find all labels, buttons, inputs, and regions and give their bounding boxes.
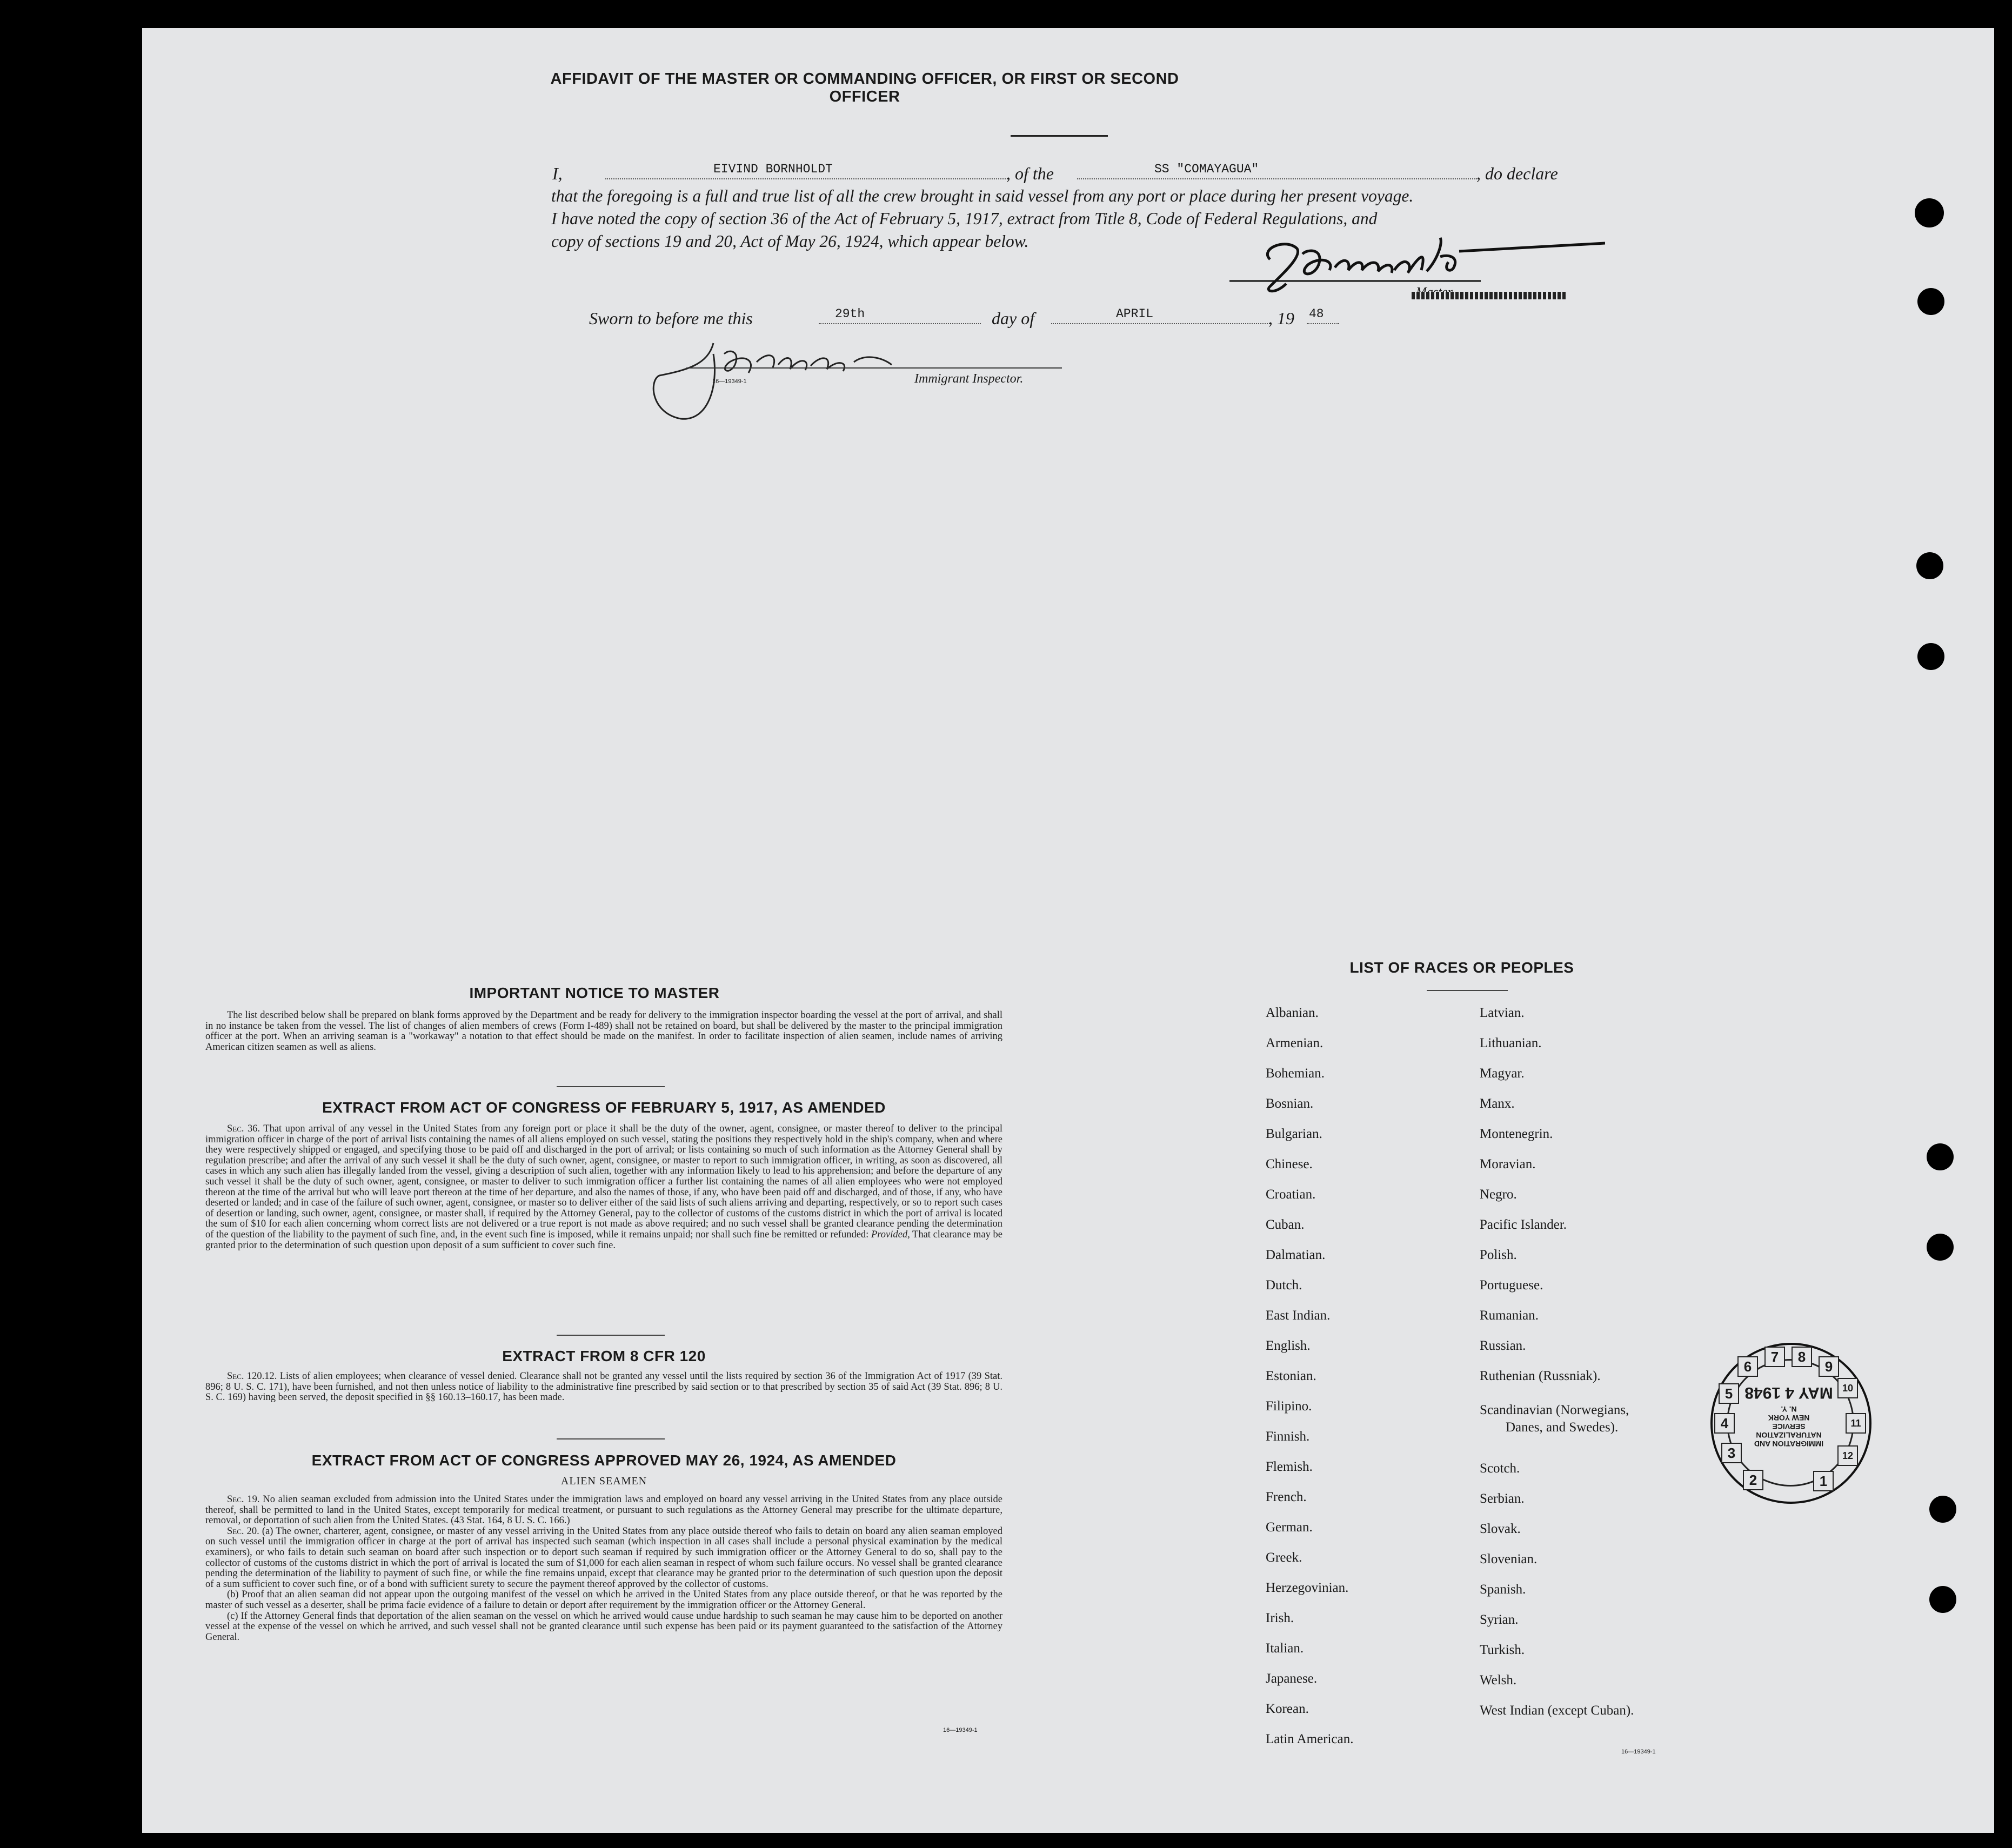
extract-cfr-title: EXTRACT FROM 8 CFR 120 [502, 1348, 706, 1364]
punch-hole [1917, 643, 1944, 670]
punch-hole [1929, 1496, 1956, 1523]
race-left: Filipino. [1266, 1399, 1312, 1414]
sec-19-label: Sec. 19. [227, 1494, 260, 1505]
race-right: Lithuanian. [1480, 1036, 1542, 1050]
sec-20a-body: (a) The owner, charterer, agent, consignee, or master of any vessel arriving in the United States from any place outside thereof who fails to detain on board any alien seaman employed on such vessel until the immigration officer in charge at the port of arrival has inspected such seaman (which inspection in all cases shall include a personal physical examination by the medical examiners), or who fails to detain such seaman on board after such inspection or to deport such seaman if required by such immigration officer or the Attorney General to do so, shall pay to the collector of customs of the customs district in which the port of arrival is located the sum of $1,000 for each alien seaman in respect of whom such failure occurs. No vessel shall be granted clearance pending the determination of the liability to payment of such fine, or while the fine remains unpaid, except that clearance may be granted prior to the determination of such question upon the deposit of a sum sufficient to cover such fine, or of a bond with sufficient surety to secure the payment thereof approved by the collector of customs. [205, 1525, 1003, 1590]
stamp-digit: 12 [1837, 1445, 1858, 1466]
extract-cfr-text [205, 1371, 1002, 1403]
race-right: Scandinavian (Norwegians, [1480, 1403, 1629, 1417]
divider [557, 1438, 665, 1439]
sworn-month-field [1051, 307, 1270, 324]
race-left: French. [1266, 1490, 1307, 1504]
sec-20b: (b) Proof that an alien seaman did not appear upon the outgoing manifest of the vessel on which he arrived in the United States from any place outside thereof, or that he was reported by the master of such vessel as a deserter, shall be prima facie evidence of a failure to detain or deport after requirement by the immigration officer or the Attorney General. [205, 1589, 1002, 1611]
race-left: Bosnian. [1266, 1096, 1314, 1111]
race-right: Manx. [1480, 1096, 1515, 1111]
extract-1917-title: EXTRACT FROM ACT OF CONGRESS OF FEBRUARY 5, 1917, AS AMENDED [322, 1099, 886, 1116]
race-left: English. [1266, 1338, 1311, 1353]
stamp-digit: 10 [1837, 1378, 1858, 1398]
sec-36-end: That clearance may be granted prior to the determination of such question upon deposit of a sum sufficient to cover such fine. [205, 1229, 1002, 1251]
notice-body: The list described below shall be prepared on blank forms approved by the Department and be ready for delivery to the immigration inspector boarding the vessel at the port of arrival, and shall in no instance be taken from the vessel. The list of changes of alien members of crews (Form I-489) shall not be retained on board, but shall be delivered by the master to the principal immigration officer at the port. When an arriving seaman is a "workaway" a notation to that effect should be made on the manifest. In order to facilitate inspection of alien seamen, include names of arriving American citizen seamen as well as aliens. [205, 1010, 1002, 1053]
sworn-label: Sworn to before me this [589, 309, 753, 328]
stamp-line: N. Y. [1781, 1405, 1797, 1414]
races-form-code: 16—19349-1 [1621, 1749, 1656, 1755]
race-right: Russian. [1480, 1338, 1526, 1353]
extract-1924-text [205, 1495, 1002, 1643]
race-left: East Indian. [1266, 1308, 1331, 1323]
race-left: Korean. [1266, 1702, 1309, 1716]
affidavit-line2: that the foregoing is a full and true list of all the crew brought in said vessel from any port or place during her present voyage. [551, 186, 1414, 205]
stamp-digit: 9 [1819, 1356, 1839, 1377]
provided-label: Provided, [871, 1229, 910, 1240]
affidavit-line4: copy of sections 19 and 20, Act of May 26, 1924, which appear below. [551, 232, 1029, 251]
stamp-digit: 5 [1719, 1383, 1739, 1404]
race-left: Croatian. [1266, 1187, 1316, 1202]
race-left: Greek. [1266, 1550, 1302, 1565]
race-right: Serbian. [1480, 1491, 1525, 1506]
notice-text [205, 1010, 1002, 1053]
year-label: , 19 [1268, 309, 1294, 328]
stamp-digit: 4 [1714, 1413, 1735, 1434]
master-name: EIVIND BORNHOLDT [713, 162, 833, 176]
sworn-year-field [1307, 307, 1339, 324]
race-right: Spanish. [1480, 1582, 1526, 1597]
race-left: Cuban. [1266, 1217, 1305, 1232]
stamp-digit: 3 [1721, 1443, 1742, 1463]
stamp-date: MAY 4 1948 [1744, 1384, 1833, 1402]
race-right: Latvian. [1480, 1006, 1525, 1020]
sec-20a [205, 1526, 1002, 1590]
race-right: Slovak. [1480, 1522, 1521, 1536]
affidavit-title: AFFIDAVIT OF THE MASTER OR COMMANDING OFFICER, OR FIRST OR SECOND OFFICER [550, 70, 1179, 105]
stamp-line: IMMIGRATION AND [1754, 1439, 1824, 1448]
extract-form-code: 16—19349-1 [943, 1727, 978, 1733]
sec-19-body: No alien seaman excluded from admission into the United States under the immigration laws and employed on board any vessel arriving in the United States from any place outside thereof, shall be permitted to land in the United States, except temporarily for medical treatment, or pursuant to such regulations as the Attorney General may prescribe for the ultimate departure, removal, or deportation of such alien from the United States. (43 Stat. 164, 8 U. S. C. 166.) [205, 1494, 1003, 1526]
race-right: Slovenian. [1480, 1552, 1538, 1566]
race-right: Polish. [1480, 1248, 1517, 1262]
of-the-label: , of the [1006, 164, 1054, 183]
stamp-line: NATURALIZATION [1756, 1431, 1822, 1439]
sworn-day: 29th [835, 307, 865, 321]
race-right: Syrian. [1480, 1612, 1519, 1627]
race-left: Herzegovinian. [1266, 1581, 1349, 1595]
sworn-month: APRIL [1116, 307, 1154, 321]
stamp-digit: 6 [1737, 1356, 1758, 1377]
race-left: Bohemian. [1266, 1066, 1325, 1081]
divider [557, 1335, 665, 1336]
stamp-digit: 8 [1792, 1347, 1812, 1367]
inspector-line [686, 367, 1062, 369]
race-right: Moravian. [1480, 1157, 1536, 1171]
race-right: Welsh. [1480, 1673, 1517, 1688]
sworn-day-field [819, 307, 981, 324]
stamp-line: SERVICE [1772, 1422, 1806, 1431]
race-right: Scotch. [1480, 1461, 1520, 1476]
punch-hole [1927, 1234, 1954, 1261]
sec-120-label: Sec. 120.12. [227, 1371, 277, 1382]
punch-hole [1917, 288, 1944, 315]
affidavit-form-code: 16—19349-1 [712, 378, 747, 385]
notice-title: IMPORTANT NOTICE TO MASTER [469, 985, 720, 1001]
title-divider [1011, 135, 1108, 137]
race-left: Estonian. [1266, 1369, 1316, 1383]
affidavit-line1-prefix: I, [552, 164, 563, 183]
inspector-label: Immigrant Inspector. [914, 372, 1024, 386]
race-right: Montenegrin. [1480, 1127, 1553, 1141]
sworn-year: 48 [1309, 307, 1324, 321]
day-of-label: day of [992, 309, 1035, 328]
alien-seamen-subtitle: ALIEN SEAMEN [560, 1475, 647, 1487]
stamp-digit: 2 [1743, 1470, 1763, 1490]
stamp-digit: 1 [1813, 1471, 1834, 1491]
race-left: Italian. [1266, 1641, 1304, 1656]
stamp-line: NEW YORK [1768, 1414, 1810, 1422]
race-left: Albanian. [1266, 1006, 1319, 1020]
race-right: Rumanian. [1480, 1308, 1539, 1323]
struck-title [1412, 292, 1566, 299]
sec-20-label: Sec. 20. [227, 1525, 259, 1537]
divider [557, 1086, 665, 1087]
race-left: Latin American. [1266, 1732, 1354, 1746]
do-declare-label: , do declare [1476, 164, 1558, 183]
races-divider [1427, 990, 1508, 991]
race-left: German. [1266, 1520, 1313, 1535]
sec-19 [205, 1495, 1002, 1526]
stamp-text [1743, 1383, 1835, 1448]
race-right: Magyar. [1480, 1066, 1525, 1081]
race-right: Turkish. [1480, 1643, 1525, 1657]
race-left: Dalmatian. [1266, 1248, 1326, 1262]
name-field [605, 162, 1008, 179]
extract-1924-title: EXTRACT FROM ACT OF CONGRESS APPROVED MAY 26, 1924, AS AMENDED [311, 1452, 897, 1469]
race-right: West Indian (except Cuban). [1480, 1703, 1634, 1718]
race-right: Pacific Islander. [1480, 1217, 1567, 1232]
race-left: Bulgarian. [1266, 1127, 1322, 1141]
race-left: Dutch. [1266, 1278, 1302, 1293]
race-right: Ruthenian (Russniak). [1480, 1369, 1601, 1383]
inspector-signature [649, 332, 930, 430]
race-left: Armenian. [1266, 1036, 1323, 1050]
race-right: Danes, and Swedes). [1506, 1420, 1619, 1435]
vessel-field [1077, 162, 1477, 179]
extract-1917-text [205, 1124, 1002, 1251]
race-left: Chinese. [1266, 1157, 1313, 1171]
race-left: Flemish. [1266, 1459, 1313, 1474]
sec-20c: (c) If the Attorney General finds that deportation of the alien seaman on the vessel on which he arrived would cause undue hardship to such seaman he may cause him to be deported on another vessel at the expense of the vessel on which he arrived, and such vessel shall not be granted clearance until such expense has been paid or its payment guaranteed to the satisfaction of the Attorney General. [205, 1610, 1002, 1643]
stamp-digit: 7 [1764, 1347, 1785, 1367]
punch-hole [1916, 552, 1943, 579]
race-left: Finnish. [1266, 1429, 1310, 1444]
punch-hole [1915, 198, 1944, 227]
race-left: Japanese. [1266, 1671, 1318, 1686]
race-right: Negro. [1480, 1187, 1517, 1202]
race-left: Irish. [1266, 1611, 1294, 1625]
race-right: Portuguese. [1480, 1278, 1543, 1293]
affidavit-line3: I have noted the copy of section 36 of the Act of February 5, 1917, extract from Title 8, Code of Federal Regulations, and [551, 209, 1378, 228]
punch-hole [1929, 1586, 1956, 1613]
races-title: LIST OF RACES OR PEOPLES [1349, 959, 1574, 976]
sec-36-body: That upon arrival of any vessel in the United States from any foreign port or place it shall be the duty of the owner, agent, consignee, or master thereof to deliver to the principal immigration officer in charge of the port of arrival lists containing the names of all aliens employed on such vessel, stating the positions they respectively hold in the ship's company, when and where they were respectively shipped or engaged, and specifying those to be paid off and discharged in the port of arrival; or lists containing so much of such information as the Attorney General shall by regulation prescribe; and after the arrival of any such vessel it shall be the duty of such owner, agent, consignee, or master to report to such immigration officer, in writing, as soon as discovered, all cases in which any such alien has illegally landed from the vessel, giving a description of such alien, together with any information likely to lead to his apprehension; and before the departure of any such vessel it shall be the duty of such owner, agent, consignee, or master to deliver to such immigration officer a further list containing the names of all alien employees who were not employed thereon at the time of the arrival but who will leave port thereon at the time of her departure, and also the names of those, if any, who have been paid off and discharged, and of those, if any, who have deserted or landed; and in case of the failure of such owner, agent, consignee, or master so to deliver either of the said lists of such aliens arriving and departing, respectively, or so to report such cases of desertion or landing, such owner, agent, consignee, or master shall, if required by the Attorney General, pay to the collector of customs of the customs district in which the port of arrival is located the sum of $10 for each alien concerning whom correct lists are not delivered or a true report is not made as above required; and no such vessel shall be granted clearance pending the determination of the question of the liability to the payment of such fine, and, in the event such fine is imposed, while it remains unpaid; nor shall such fine be remitted or refunded: [205, 1123, 1003, 1240]
sec-36-label: Sec. 36. [227, 1123, 260, 1134]
sec-120-body: Lists of alien employees; when clearance of vessel denied. Clearance shall not be granted any vessel until the lists required by section 36 of the Immigration Act of 1917 (39 Stat. 896; 8 U. S. C. 171), have been furnished, and not then unless notice of liability to the administrative fine prescribed by said section or to that prescribed by section 35 of said Act (39 Stat. 896; 8 U. S. C. 169) having been served, the deposit specified in §§ 160.13–160.17, has been made. [205, 1371, 1002, 1403]
stamp-digit: 11 [1846, 1413, 1866, 1434]
punch-hole [1927, 1143, 1954, 1170]
vessel-name: SS "COMAYAGUA" [1154, 162, 1259, 176]
